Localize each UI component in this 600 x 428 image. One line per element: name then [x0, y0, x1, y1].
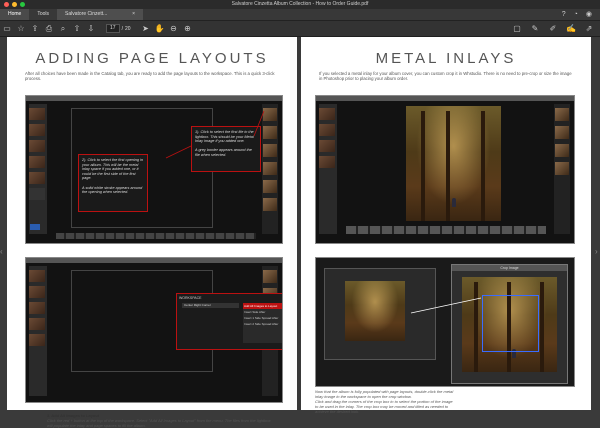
callout-step-1: 1). Click to select the first file in the lightbox. This should be your Metal Inlay image if you added one. A grey border appears around the file when selected. [191, 126, 261, 172]
page-number-input[interactable]: 17 [106, 24, 120, 33]
page-down-icon[interactable]: ⇩ [87, 24, 95, 33]
title-bar [0, 0, 600, 9]
crop-arrow [316, 258, 574, 386]
document-viewport[interactable] [0, 37, 600, 428]
window-title: Salvatore Cinzetta Album Collection - How to Order Guide.pdf [231, 1, 369, 7]
bell-icon[interactable]: ◔ [573, 11, 578, 18]
page-navigator [106, 24, 131, 33]
print-icon[interactable]: ⎙ [45, 23, 53, 33]
context-menu-zoom [176, 293, 283, 350]
crop-screenshot-1 [315, 95, 575, 244]
cursor-icon[interactable]: ➤ [142, 24, 149, 33]
forest-photo [406, 106, 501, 221]
tab-close-icon[interactable]: × [132, 11, 136, 17]
help-icon[interactable]: ? [561, 11, 566, 18]
zoom-out-icon[interactable]: ⊖ [170, 24, 177, 33]
callout-arrows [26, 96, 282, 243]
pdf-page-left [7, 37, 297, 428]
page-separator: / [121, 25, 123, 32]
comment-icon[interactable]: ▢ [513, 24, 521, 33]
menu-workspace-label: WORKSPACE [179, 296, 202, 300]
menu-item-add-all[interactable]: Add All Images to Layout [243, 303, 283, 309]
share-icon[interactable]: ⇗ [585, 24, 593, 33]
page-heading: ADDING PAGE LAYOUTS [35, 50, 269, 67]
tab-tools[interactable]: Tools [37, 11, 50, 17]
hand-icon[interactable]: ✋ [154, 24, 165, 33]
workspace-screenshot-1 [25, 95, 283, 244]
zoom-window-button[interactable] [20, 2, 25, 7]
workspace-screenshot-2 [25, 257, 283, 403]
page-total: 20 [124, 25, 131, 32]
menu-item-center[interactable]: Center Right Corner [182, 303, 239, 308]
bookmark-icon[interactable]: ▭ [3, 24, 11, 33]
pdf-page-right [301, 37, 591, 414]
step3-caption [47, 413, 277, 428]
close-window-button[interactable] [4, 2, 9, 7]
step3-text: Click the red + button at the top of the workspace. Select "Add All Images to Layout" from the menu. The files from the lightbox will populate the inlay and page spaces to fill the album. [47, 418, 271, 428]
star-icon[interactable]: ☆ [17, 24, 25, 33]
tab-home[interactable]: Home [0, 9, 29, 20]
intro-text-right: If you selected a metal inlay for your album cover, you can custom crop it in Whstudio. There is no need to pre-crop or size the image in Photoshop prior to placing your album order. [319, 71, 572, 82]
sign-icon[interactable]: ✍ [566, 24, 576, 33]
menu-item-insert-side[interactable]: Insert Side After [244, 310, 266, 314]
pen-icon[interactable]: ✎ [531, 24, 539, 33]
menu-item-insert-spread[interactable]: Insert 1 Side Spread After [244, 316, 279, 320]
collapse-right-icon[interactable]: › [595, 247, 598, 256]
tab-document-label: Salvatore Cinzett... [65, 11, 108, 17]
window-controls[interactable] [4, 2, 25, 7]
step3-title: 3. Add All Images to Layout [47, 413, 100, 418]
page-heading-right: METAL INLAYS [375, 50, 517, 67]
zoom-in-icon[interactable]: ⊕ [184, 24, 191, 33]
upload-icon[interactable]: ⇪ [31, 24, 39, 33]
collapse-left-icon[interactable]: ‹ [0, 247, 3, 256]
account-icon[interactable]: ◉ [585, 11, 592, 18]
crop-window-title: Crop Image [452, 265, 567, 271]
intro-text: After all choices have been made in the Catalog tab, you are ready to add the page layouts to the workspace. This is a quick 3-click process. [25, 71, 275, 82]
crop-screenshot-2 [315, 257, 575, 387]
menu-item-insert-2[interactable]: Insert 2 Side Spread After [244, 322, 279, 326]
search-icon[interactable]: ⌕ [60, 23, 66, 33]
crop-caption: Now that the album is fully populated with page layouts, double-click the metal inlay image in the workspace to open the crop window. Click and drag the corners of the crop box in to select the portion of the image to be used in the inlay. The crop box may be moved and tilted as needed to achieve the desired look. [315, 389, 454, 414]
minimize-window-button[interactable] [12, 2, 17, 7]
tab-bar-right [562, 9, 600, 20]
tab-bar [0, 9, 600, 21]
callout-step-2: 2). Click to select the first opening in your album. This will be the metal inlay space if you added one, or it could be the first side of the first page. A solid white stroke appears around the opening when selected. [78, 154, 148, 212]
toolbar [0, 21, 600, 37]
tab-document[interactable] [57, 9, 143, 20]
highlight-icon[interactable]: ✐ [549, 24, 557, 33]
page-up-icon[interactable]: ⇧ [73, 24, 81, 33]
